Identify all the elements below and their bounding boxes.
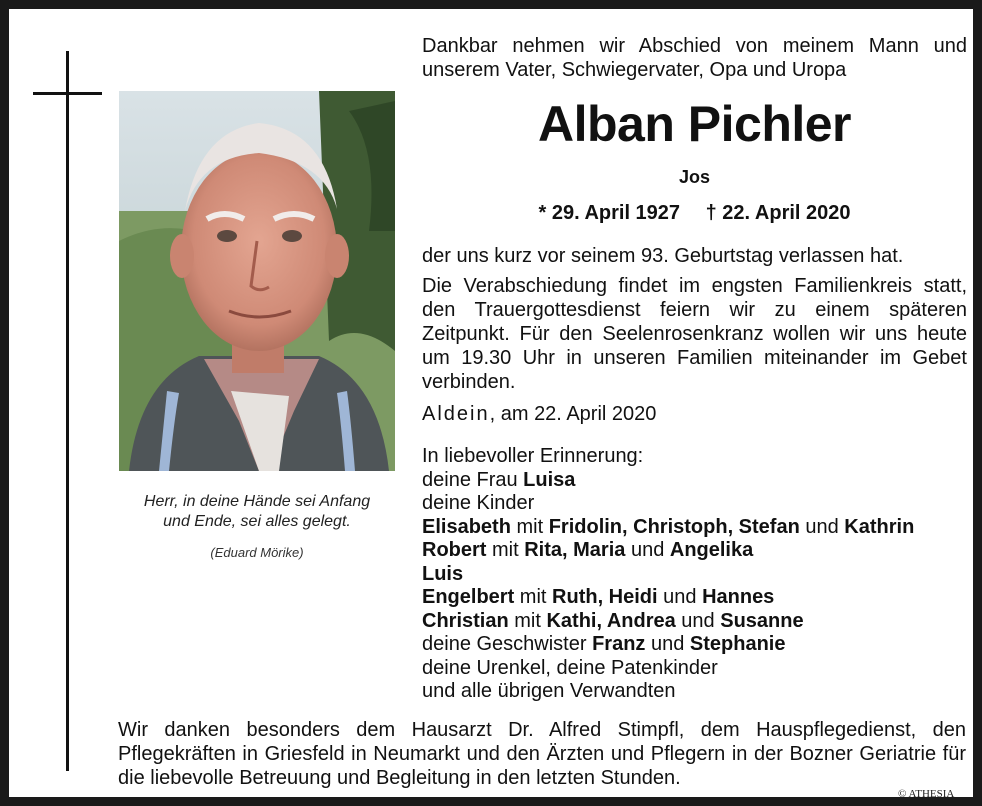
list-item: Robert mit Rita, Maria und Angelika	[422, 539, 754, 561]
cross-icon	[66, 51, 69, 771]
quote-line-2: und Ende, sei alles gelegt.	[163, 513, 351, 530]
thanks-text: Wir danken besonders dem Hausarzt Dr. Alfred Stimpfl, dem Hauspflegedienst, den Pflegekräften in Griesfeld in Neumarkt und den Ärzten und Pflegern in der Bozner Geriatrie für die liebevolle Betreuung und Begleitung in den letzten Stunden.	[118, 719, 966, 789]
intro-text: Dankbar nehmen wir Abschied von meinem Mann und unserem Vater, Schwiegervater, Opa und Uropa	[422, 35, 967, 81]
deceased-name: Alban Pichler	[537, 96, 852, 152]
place: Aldein	[422, 403, 490, 425]
quote-line-1: Herr, in deine Hände sei Anfang	[143, 493, 371, 510]
date: , am 22. April 2020	[489, 403, 657, 425]
list-item: deine Frau Luisa	[422, 468, 576, 491]
list-item: und alle übrigen Verwandten	[422, 680, 676, 702]
birth-date: * 29. April 1927	[538, 202, 681, 224]
life-dates	[422, 202, 967, 225]
family-list	[422, 445, 967, 704]
copyright: © ATHESIA	[898, 788, 955, 800]
nickname: Jos	[678, 167, 711, 187]
list-item: Luis	[422, 562, 464, 585]
death-date: † 22. April 2020	[705, 202, 851, 224]
list-item: deine Urenkel, deine Patenkinder	[422, 656, 718, 679]
list-item: Engelbert mit Ruth, Heidi und Hannes	[422, 586, 775, 608]
list-item: Elisabeth mit Fridolin, Christoph, Stefan und Kathrin	[422, 515, 915, 538]
place-date	[422, 402, 656, 426]
list-item: Christian mit Kathi, Andrea und Susanne	[422, 609, 804, 632]
quote-source: (Eduard Mörike)	[210, 545, 304, 560]
list-item: deine Geschwister Franz und Stephanie	[422, 633, 786, 655]
list-item: deine Kinder	[422, 492, 535, 514]
departed-text: der uns kurz vor seinem 93. Geburtstag verlassen hat.	[422, 245, 904, 267]
farewell-text: Die Verabschiedung findet im engsten Familienkreis statt, den Trauergottesdienst feiern wir zu einem späteren Zeitpunkt. Für den Seelenrosenkranz wollen wir uns heute um 19.30 Uhr in unseren Familien miteinander im Gebet verbinden.	[422, 275, 967, 393]
portrait-photo	[119, 91, 395, 471]
quote	[109, 492, 405, 532]
cross-icon-bar	[33, 92, 102, 95]
family-heading: In liebevoller Erinnerung:	[422, 445, 644, 467]
